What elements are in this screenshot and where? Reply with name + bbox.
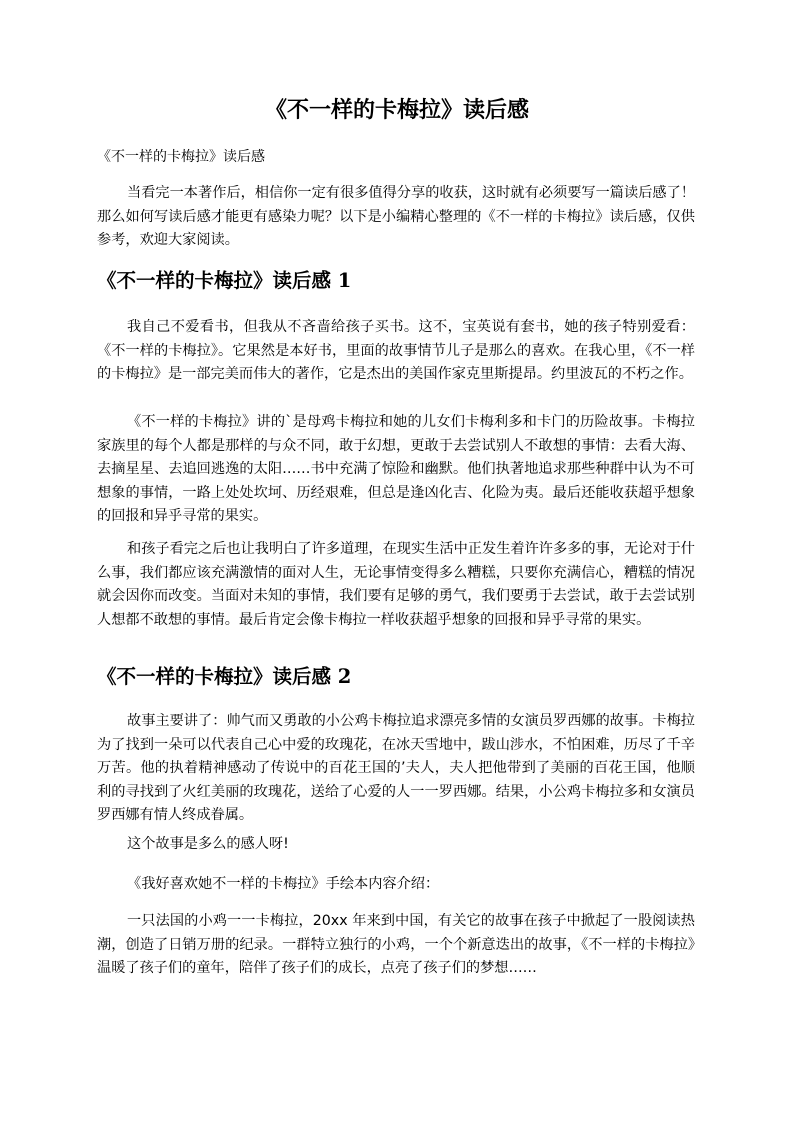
intro-paragraph: 当看完一本著作后，相信你一定有很多值得分享的收获，这时就有必须要写一篇读后感了！那么如何写读后感才能更有感染力呢？以下是小编精心整理的《不一样的卡梅拉》读后感，仅供参考，欢迎大家阅读。 — [97, 185, 695, 248]
section-1-heading: 《不一样的卡梅拉》读后感 1 — [97, 269, 352, 292]
section-2-paragraph-3: 《我好喜欢她不一样的卡梅拉》手绘本内容介绍： — [127, 876, 440, 892]
section-2-paragraph-4: 一只法国的小鸡一一卡梅拉，20xx 年来到中国，有关它的故事在孩子中掀起了一股阅读热潮，创造了日销万册的纪录。一群特立独行的小鸡，一个个新意迭出的故事，《不一样的卡梅拉》温暖了孩子们的童年，陪伴了孩子们的成长，点亮了孩子们的梦想…… — [97, 913, 695, 976]
page-title: 《不一样的卡梅拉》读后感 — [264, 97, 529, 123]
section-2-paragraph-1: 故事主要讲了：帅气而又勇敢的小公鸡卡梅拉追求漂亮多情的女演员罗西娜的故事。卡梅拉为了找到一朵可以代表自己心中爱的玫瑰花，在冰天雪地中，跋山涉水，不怕困难，历尽了千辛万苦。他的执着精神感动了传说中的百花王国的’夫人，夫人把他带到了美丽的百花王国，他顺利的寻找到了火红美丽的玫瑰花，送给了心爱的人一一罗西娜。结果，小公鸡卡梅拉多和女演员罗西娜有情人终成眷属。 — [97, 713, 695, 823]
section-1-paragraph-1: 我自己不爱看书，但我从不吝啬给孩子买书。这不，宝英说有套书，她的孩子特别爱看：《不一样的卡梅拉》。它果然是本好书，里面的故事情节儿子是那么的喜欢。在我心里，《不一样的卡梅拉》是一部完美而伟大的著作，它是杰出的美国作家克里斯提昂。约里波瓦的不朽之作。 — [97, 319, 695, 382]
section-2-paragraph-2: 这个故事是多么的感人呀! — [127, 836, 289, 852]
section-1-paragraph-2: 《不一样的卡梅拉》讲的`是母鸡卡梅拉和她的儿女们卡梅利多和卡门的历险故事。卡梅拉家族里的每个人都是那样的与众不同，敢于幻想，更敢于去尝试别人不敢想的事情：去看大海、去摘星星、去追回逃逸的太阳……书中充满了惊险和幽默。他们执著地追求那些种群中认为不可想象的事情，一路上处处坎坷、历经艰难，但总是逢凶化吉、化险为夷。最后还能收获超乎想象的回报和异乎寻常的果实。 — [97, 414, 695, 524]
section-2-heading: 《不一样的卡梅拉》读后感 2 — [97, 665, 352, 688]
document-subtitle: 《不一样的卡梅拉》读后感 — [97, 149, 265, 165]
section-1-paragraph-3: 和孩子看完之后也让我明白了许多道理，在现实生活中正发生着许许多多的事，无论对于什么事，我们都应该充满激情的面对人生，无论事情变得多么糟糕，只要你充满信心，糟糕的情况就会因你而改变。当面对未知的事情，我们要有足够的勇气，我们要勇于去尝试，敢于去尝试别人想都不敢想的事情。最后肯定会像卡梅拉一样收获超乎想象的回报和异乎寻常的果实。 — [97, 541, 695, 628]
